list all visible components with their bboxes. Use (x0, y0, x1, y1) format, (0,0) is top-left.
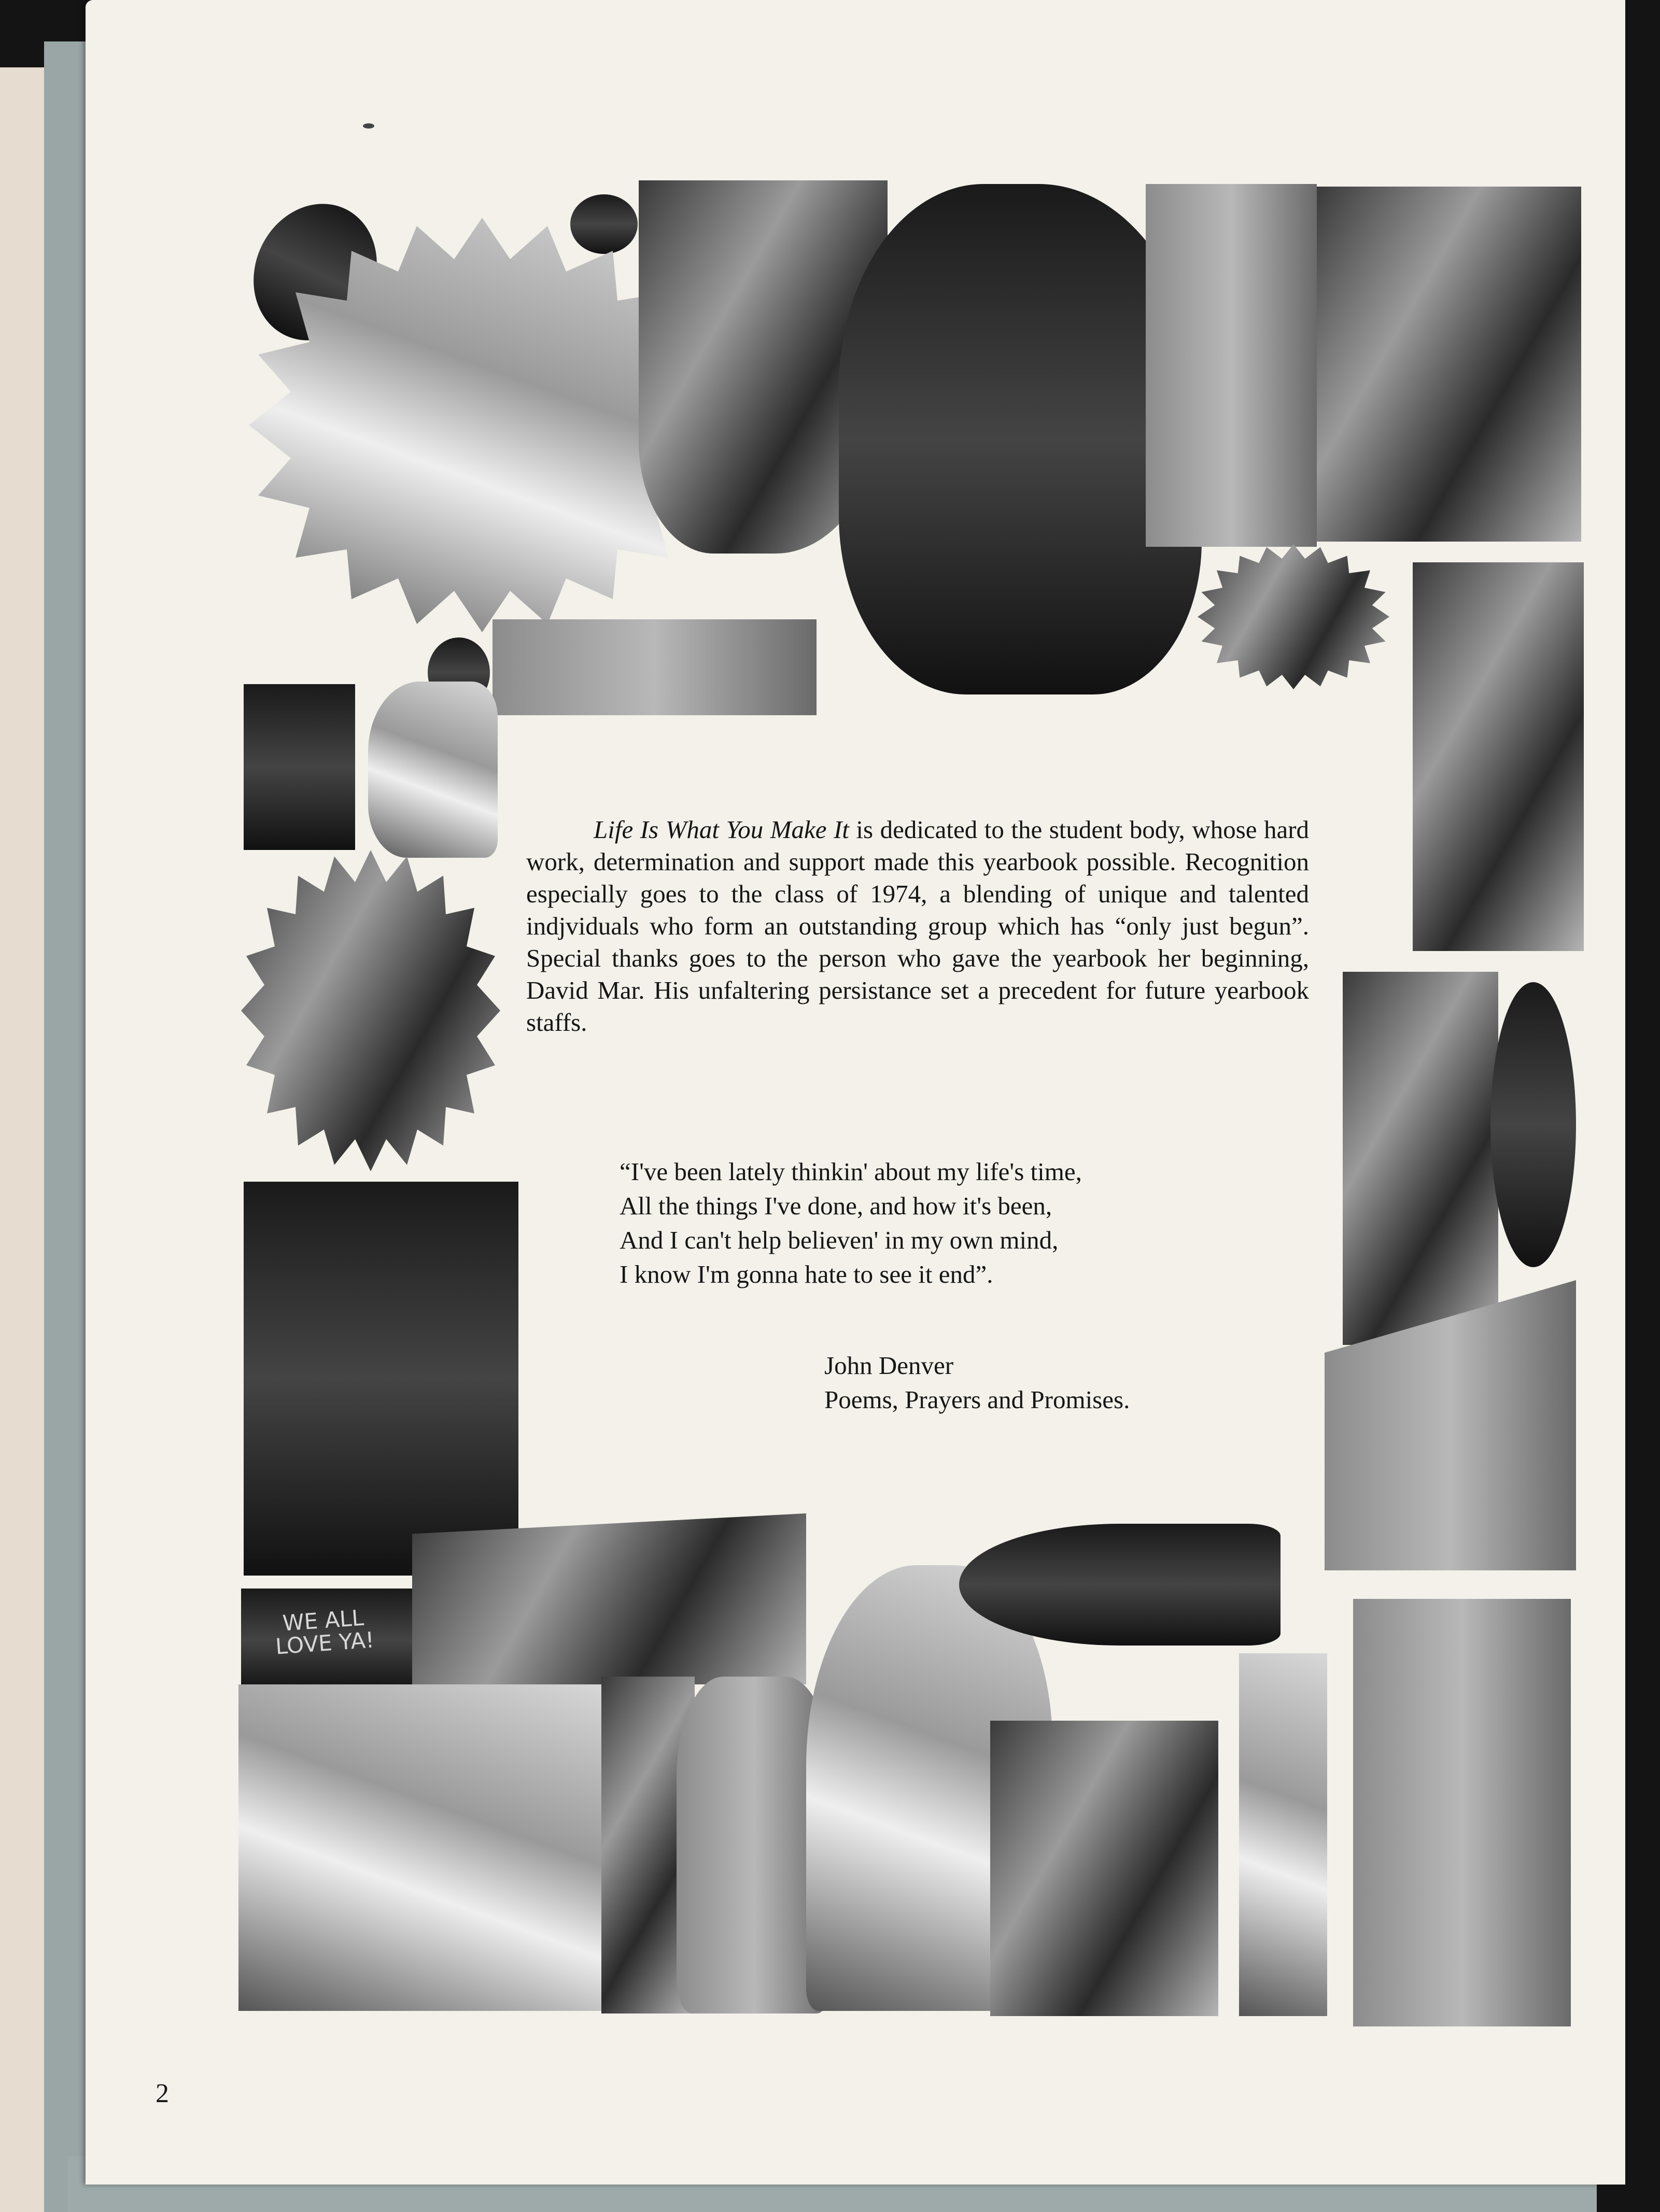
dedication-book-title: Life Is What You Make It (594, 815, 849, 844)
photo-girl-costume (1239, 1653, 1327, 2016)
print-speck (363, 123, 374, 129)
photo-strip-reclining (493, 619, 817, 715)
attribution-author: John Denver (824, 1351, 954, 1380)
quote-line: All the things I've done, and how it's been, (620, 1192, 1052, 1220)
photo-oval-small (570, 194, 638, 254)
we-all-love-ya-sign: WE ALL LOVE YA! (274, 1605, 375, 1660)
photo-play-scene (238, 1684, 612, 2011)
quote-block (620, 1155, 1242, 1292)
photo-classroom-teacher (1317, 187, 1581, 542)
quote-line: “I've been lately thinkin' about my life's time, (620, 1157, 1082, 1186)
photo-seated-students (990, 1721, 1218, 2016)
photo-dark-figure (959, 1524, 1281, 1646)
photo-student-oval (1490, 982, 1576, 1267)
attribution-source: Poems, Prayers and Promises. (824, 1385, 1130, 1414)
page-number: 2 (156, 2079, 169, 2108)
photo-clown-and-girl (244, 1182, 518, 1576)
quote-line: I know I'm gonna hate to see it end”. (620, 1260, 993, 1288)
photo-girl-cutout (368, 682, 498, 858)
photo-sign-wall (241, 1589, 412, 1692)
quote-attribution (824, 1349, 1291, 1417)
photo-standing-student (1146, 184, 1317, 547)
dedication-body: is dedicated to the student body, whose hard work, determination and support made this yearbook possible. Recognition especially goes to the class of 1974, a blending of unique and talented indjviduals who form an outstanding group which has “only just begun”. Special thanks goes to the person who gave the yearbook her beginning, David Mar. His unfaltering persistance set a precedent for future yearbook staffs. (526, 815, 1310, 1037)
photo-two-students (244, 684, 355, 850)
photo-students-laughing (412, 1513, 806, 1684)
quote-line: And I can't help believen' in my own mind, (620, 1226, 1059, 1254)
photo-student-reading (1343, 972, 1498, 1345)
photo-two-coats (1353, 1599, 1571, 2026)
dedication-paragraph (526, 814, 1309, 1039)
photo-student-jacket (1413, 562, 1584, 951)
